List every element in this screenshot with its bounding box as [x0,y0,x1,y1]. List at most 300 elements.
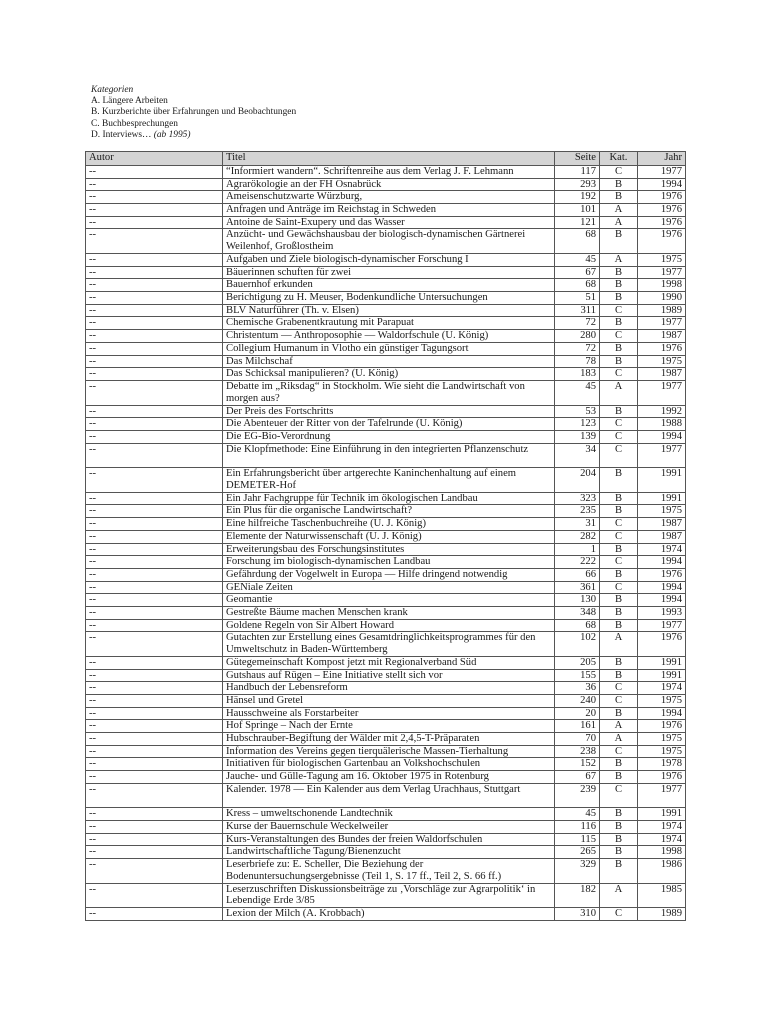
cell-category: A [600,254,638,267]
table-row [86,568,686,581]
cell-page: 311 [555,304,600,317]
cell-category: C [600,694,638,707]
cell-title: Erweiterungsbau des Forschungsinstitutes [223,543,555,556]
cell-title: Das Milchschaf [223,355,555,368]
cell-category: B [600,229,638,254]
cell-year: 1987 [638,518,686,531]
cell-title: Agrarökologie an der FH Osnabrück [223,178,555,191]
cell-category: B [600,594,638,607]
cell-year: 1977 [638,783,686,808]
cell-title: Debatte im „Riksdag“ in Stockholm. Wie sieht die Landwirtschaft von morgen aus? [223,380,555,405]
legend-item-a: A. Längere Arbeiten [91,96,168,107]
cell-author: -- [86,418,223,431]
cell-title: Antoine de Saint-Exupery und das Wasser [223,216,555,229]
cell-year: 1994 [638,556,686,569]
cell-year: 1994 [638,178,686,191]
cell-year: 1989 [638,304,686,317]
table-row [86,530,686,543]
table-row [86,771,686,784]
cell-year: 1975 [638,254,686,267]
cell-author: -- [86,669,223,682]
cell-year: 1994 [638,594,686,607]
cell-author: -- [86,443,223,468]
cell-author: -- [86,204,223,217]
cell-category: B [600,707,638,720]
cell-page: 323 [555,492,600,505]
cell-year: 1976 [638,229,686,254]
table-row [86,833,686,846]
table-row [86,492,686,505]
cell-year: 1991 [638,468,686,493]
table-row [86,518,686,531]
cell-category: B [600,505,638,518]
cell-title: Bauernhof erkunden [223,279,555,292]
cell-year: 1990 [638,292,686,305]
cell-page: 68 [555,279,600,292]
table-row [86,808,686,821]
cell-category: C [600,745,638,758]
legend-item-c: C. Buchbesprechungen [91,118,178,129]
cell-category: B [600,543,638,556]
cell-year: 1976 [638,204,686,217]
cell-category: A [600,216,638,229]
cell-author: -- [86,883,223,908]
cell-page: 20 [555,707,600,720]
table-row [86,632,686,657]
cell-author: -- [86,606,223,619]
cell-title: Geomantie [223,594,555,607]
table-row [86,594,686,607]
cell-category: C [600,443,638,468]
cell-year: 1991 [638,669,686,682]
table-body [86,166,686,921]
cell-category: B [600,821,638,834]
table-row [86,669,686,682]
cell-year: 1977 [638,166,686,179]
cell-title: Berichtigung zu H. Meuser, Bodenkundliche Untersuchungen [223,292,555,305]
cell-title: Forschung im biologisch-dynamischen Landbau [223,556,555,569]
cell-title: Das Schicksal manipulieren? (U. König) [223,368,555,381]
legend-title: Kategorien [91,85,134,95]
cell-category: B [600,468,638,493]
cell-author: -- [86,330,223,343]
cell-title: Gefährdung der Vogelwelt in Europa — Hilfe dringend notwendig [223,568,555,581]
cell-author: -- [86,279,223,292]
cell-title: Die Klopfmethode: Eine Einführung in den integrierten Pflanzenschutz [223,443,555,468]
table-row [86,783,686,808]
cell-year: 1985 [638,883,686,908]
cell-page: 280 [555,330,600,343]
header-title: Titel [223,152,555,166]
cell-category: B [600,342,638,355]
cell-page: 102 [555,632,600,657]
cell-category: A [600,632,638,657]
cell-author: -- [86,304,223,317]
cell-author: -- [86,317,223,330]
table-row [86,581,686,594]
cell-author: -- [86,468,223,493]
table-row [86,745,686,758]
cell-year: 1977 [638,317,686,330]
cell-category: C [600,166,638,179]
cell-category: C [600,518,638,531]
cell-year: 1976 [638,632,686,657]
cell-page: 72 [555,317,600,330]
cell-title: “Informiert wandern“. Schriftenreihe aus dem Verlag J. F. Lehmann [223,166,555,179]
cell-title: Hof Springe – Nach der Ernte [223,720,555,733]
legend-item-b: B. Kurzberichte über Erfahrungen und Beobachtungen [91,107,297,118]
cell-category: B [600,808,638,821]
cell-page: 192 [555,191,600,204]
cell-page: 66 [555,568,600,581]
cell-author: -- [86,543,223,556]
table-row [86,317,686,330]
cell-category: C [600,418,638,431]
cell-year: 1991 [638,656,686,669]
cell-title: Handbuch der Lebensreform [223,682,555,695]
cell-author: -- [86,518,223,531]
cell-author: -- [86,581,223,594]
cell-author: -- [86,694,223,707]
cell-author: -- [86,733,223,746]
cell-title: Christentum — Anthroposophie — Waldorfschule (U. König) [223,330,555,343]
cell-title: Elemente der Naturwissenschaft (U. J. König) [223,530,555,543]
cell-title: Ein Erfahrungsbericht über artgerechte Kaninchenhaltung auf einem DEMETER-Hof [223,468,555,493]
legend-item-d [91,130,296,141]
cell-title: Hausschweine als Forstarbeiter [223,707,555,720]
cell-page: 101 [555,204,600,217]
cell-page: 67 [555,266,600,279]
cell-title: Bäuerinnen schuften für zwei [223,266,555,279]
cell-title: Collegium Humanum in Vlotho ein günstiger Tagungsort [223,342,555,355]
cell-page: 235 [555,505,600,518]
cell-author: -- [86,758,223,771]
cell-author: -- [86,859,223,884]
cell-category: B [600,405,638,418]
cell-page: 117 [555,166,600,179]
cell-author: -- [86,405,223,418]
cell-year: 1976 [638,720,686,733]
table-row [86,619,686,632]
table-row [86,216,686,229]
cell-page: 45 [555,380,600,405]
cell-category: B [600,279,638,292]
cell-page: 361 [555,581,600,594]
cell-year: 1991 [638,492,686,505]
cell-page: 240 [555,694,600,707]
table-row [86,178,686,191]
cell-title: Ein Plus für die organische Landwirtschaft? [223,505,555,518]
table-row [86,694,686,707]
table-row [86,204,686,217]
cell-author: -- [86,266,223,279]
cell-category: B [600,758,638,771]
cell-author: -- [86,368,223,381]
cell-category: A [600,380,638,405]
table-row [86,279,686,292]
cell-page: 161 [555,720,600,733]
cell-category: C [600,581,638,594]
cell-year: 1976 [638,216,686,229]
cell-category: B [600,317,638,330]
legend-item-d-label: D. Interviews… [91,129,152,140]
cell-page: 183 [555,368,600,381]
cell-category: B [600,619,638,632]
cell-author: -- [86,355,223,368]
cell-year: 1977 [638,443,686,468]
cell-category: C [600,330,638,343]
cell-year: 1993 [638,606,686,619]
cell-category: A [600,883,638,908]
cell-author: -- [86,254,223,267]
cell-category: B [600,656,638,669]
cell-category: B [600,568,638,581]
legend-item-d-note: (ab 1995) [153,129,191,140]
cell-category: C [600,556,638,569]
cell-author: -- [86,166,223,179]
cell-year: 1975 [638,694,686,707]
cell-category: B [600,266,638,279]
cell-author: -- [86,229,223,254]
cell-title: Anzücht- und Gewächshausbau der biologisch-dynamischen Gärtnerei Weilenhof, Großlostheim [223,229,555,254]
cell-title: Die Abenteuer der Ritter von der Tafelrunde (U. König) [223,418,555,431]
cell-category: B [600,492,638,505]
table-row [86,443,686,468]
cell-category: B [600,859,638,884]
cell-title: Kalender. 1978 — Ein Kalender aus dem Verlag Urachhaus, Stuttgart [223,783,555,808]
table-row [86,418,686,431]
cell-author: -- [86,745,223,758]
cell-category: B [600,292,638,305]
table-row [86,758,686,771]
table-row [86,733,686,746]
table-row [86,405,686,418]
article-index-table [85,151,686,921]
header-page: Seite [555,152,600,166]
cell-category: B [600,355,638,368]
cell-year: 1974 [638,821,686,834]
table-row [86,821,686,834]
cell-category: C [600,304,638,317]
cell-author: -- [86,530,223,543]
category-legend [91,85,296,141]
cell-title: Landwirtschaftliche Tagung/Bienenzucht [223,846,555,859]
cell-page: 222 [555,556,600,569]
cell-title: Hubschrauber-Begiftung der Wälder mit 2,4,5-T-Präparaten [223,733,555,746]
cell-year: 1977 [638,619,686,632]
table-row [86,606,686,619]
cell-title: Gutshaus auf Rügen – Eine Initiative stellt sich vor [223,669,555,682]
table-row [86,254,686,267]
cell-page: 121 [555,216,600,229]
cell-page: 265 [555,846,600,859]
cell-page: 152 [555,758,600,771]
cell-author: -- [86,771,223,784]
cell-author: -- [86,568,223,581]
cell-year: 1998 [638,846,686,859]
header-year: Jahr [638,152,686,166]
cell-title: Die EG-Bio-Verordnung [223,430,555,443]
cell-author: -- [86,682,223,695]
cell-page: 204 [555,468,600,493]
table-row [86,430,686,443]
cell-author: -- [86,556,223,569]
cell-author: -- [86,178,223,191]
cell-title: Kurse der Bauernschule Weckelweiler [223,821,555,834]
cell-title: Anfragen und Anträge im Reichstag in Schweden [223,204,555,217]
cell-page: 45 [555,254,600,267]
cell-author: -- [86,720,223,733]
cell-title: Information des Vereins gegen tierquälerische Massen-Tierhaltung [223,745,555,758]
cell-year: 1974 [638,833,686,846]
cell-category: B [600,771,638,784]
cell-year: 1974 [638,682,686,695]
cell-year: 1978 [638,758,686,771]
cell-category: C [600,783,638,808]
cell-page: 205 [555,656,600,669]
cell-author: -- [86,216,223,229]
cell-author: -- [86,656,223,669]
cell-year: 1975 [638,733,686,746]
cell-title: Aufgaben und Ziele biologisch-dynamischer Forschung I [223,254,555,267]
cell-category: A [600,733,638,746]
cell-year: 1976 [638,342,686,355]
cell-page: 34 [555,443,600,468]
cell-title: Lexion der Milch (A. Krobbach) [223,908,555,921]
cell-year: 1992 [638,405,686,418]
cell-year: 1994 [638,430,686,443]
cell-title: Gütegemeinschaft Kompost jetzt mit Regionalverband Süd [223,656,555,669]
cell-category: A [600,204,638,217]
table-row [86,229,686,254]
cell-page: 36 [555,682,600,695]
cell-author: -- [86,808,223,821]
cell-category: A [600,720,638,733]
cell-year: 1994 [638,707,686,720]
cell-page: 155 [555,669,600,682]
cell-title: Kurs-Veranstaltungen des Bundes der freien Waldorfschulen [223,833,555,846]
cell-year: 1976 [638,771,686,784]
cell-category: C [600,908,638,921]
cell-category: C [600,530,638,543]
cell-author: -- [86,707,223,720]
table-row [86,266,686,279]
cell-title: Leserzuschriften Diskussionsbeiträge zu ‚Vorschläge zur Agrarpolitik‘ in Lebendige Erde 3/85 [223,883,555,908]
cell-author: -- [86,292,223,305]
cell-title: Goldene Regeln von Sir Albert Howard [223,619,555,632]
table-row [86,380,686,405]
cell-title: Eine hilfreiche Taschenbuchreihe (U. J. König) [223,518,555,531]
cell-category: B [600,669,638,682]
cell-author: -- [86,833,223,846]
cell-year: 1987 [638,330,686,343]
cell-title: BLV Naturführer (Th. v. Elsen) [223,304,555,317]
cell-title: Jauche- und Gülle-Tagung am 16. Oktober 1975 in Rotenburg [223,771,555,784]
cell-title: Gutachten zur Erstellung eines Gesamtdringlichkeitsprogrammes für den Umweltschutz in Baden-Württemberg [223,632,555,657]
table-row [86,720,686,733]
table-row [86,468,686,493]
cell-page: 139 [555,430,600,443]
table-row [86,883,686,908]
cell-title: Initiativen für biologischen Gartenbau an Volkshochschulen [223,758,555,771]
cell-page: 45 [555,808,600,821]
table-row [86,342,686,355]
cell-author: -- [86,342,223,355]
cell-year: 1991 [638,808,686,821]
table-row [86,908,686,921]
cell-year: 1977 [638,380,686,405]
table-row [86,166,686,179]
cell-author: -- [86,632,223,657]
cell-page: 70 [555,733,600,746]
cell-title: Leserbriefe zu: E. Scheller, Die Beziehung der Bodenuntersuchungsergebnisse (Teil 1, S. 17 ff., Teil 2, S. 66 ff.) [223,859,555,884]
cell-title: GENiale Zeiten [223,581,555,594]
table-row [86,191,686,204]
cell-year: 1975 [638,745,686,758]
cell-author: -- [86,783,223,808]
cell-year: 1977 [638,266,686,279]
cell-author: -- [86,505,223,518]
cell-category: B [600,846,638,859]
cell-year: 1976 [638,191,686,204]
cell-title: Ein Jahr Fachgruppe für Technik im ökologischen Landbau [223,492,555,505]
cell-title: Ameisenschutzwarte Würzburg, [223,191,555,204]
cell-year: 1986 [638,859,686,884]
cell-title: Hänsel und Gretel [223,694,555,707]
cell-page: 310 [555,908,600,921]
cell-category: B [600,833,638,846]
table-row [86,292,686,305]
cell-author: -- [86,191,223,204]
cell-author: -- [86,594,223,607]
cell-page: 293 [555,178,600,191]
cell-page: 78 [555,355,600,368]
cell-year: 1994 [638,581,686,594]
table-row [86,682,686,695]
cell-author: -- [86,846,223,859]
cell-page: 115 [555,833,600,846]
cell-page: 116 [555,821,600,834]
table-row [86,304,686,317]
table-row [86,543,686,556]
cell-page: 72 [555,342,600,355]
table-row [86,368,686,381]
cell-category: C [600,430,638,443]
cell-year: 1974 [638,543,686,556]
cell-title: Kress – umweltschonende Landtechnik [223,808,555,821]
cell-title: Der Preis des Fortschritts [223,405,555,418]
cell-page: 130 [555,594,600,607]
table-header-row [86,152,686,166]
cell-page: 53 [555,405,600,418]
table-row [86,859,686,884]
cell-category: B [600,606,638,619]
cell-page: 31 [555,518,600,531]
cell-year: 1976 [638,568,686,581]
cell-page: 348 [555,606,600,619]
cell-author: -- [86,380,223,405]
cell-category: C [600,682,638,695]
table-row [86,355,686,368]
cell-page: 1 [555,543,600,556]
table-row [86,330,686,343]
cell-author: -- [86,492,223,505]
cell-category: B [600,178,638,191]
cell-page: 329 [555,859,600,884]
cell-category: C [600,368,638,381]
cell-author: -- [86,430,223,443]
cell-title: Chemische Grabenentkrautung mit Parapuat [223,317,555,330]
